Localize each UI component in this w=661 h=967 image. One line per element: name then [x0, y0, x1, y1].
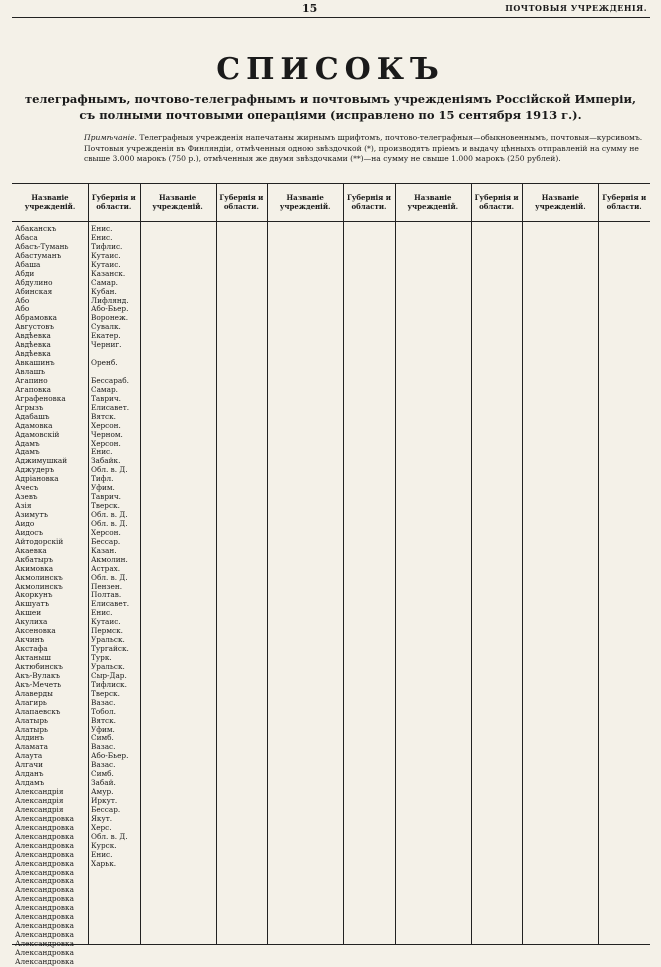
list-item: Вятск. [91, 412, 116, 421]
column-divider [522, 184, 523, 944]
list-item: Азія [15, 502, 32, 511]
list-item: Вазас. [91, 743, 116, 752]
list-item: Таврич. [91, 394, 122, 403]
list-item: Бессар. [91, 805, 121, 814]
column-divider [88, 184, 89, 944]
list-item: Сыр-Дар. [91, 671, 127, 680]
list-item: Александровка [15, 823, 74, 832]
list-item: Забай. [91, 779, 116, 788]
list-item: Бессараб. [91, 376, 129, 385]
list-item: Акулиха [15, 618, 48, 627]
note-text: Телеграфныя учрежденія напечатаны жирнымъ шрифтомъ, почтово-телеграфныя—обыкновеннымъ, почтовыя—курсивомъ. Почтовыя учрежденія въ Финляндіи, отмѣченныя одною звѣздочкой (*), производятъ пріемъ и выдачу цѣнныхъ отправленій на сумму не свыше 3.000 марокъ (750 р.), отмѣченныя же двумя звѣздочками (**)—на сумму не свыше 1.000 марокъ (250 рублей). [84, 133, 643, 164]
list-item: Тверск. [91, 689, 120, 698]
list-item: Адабашъ [15, 412, 50, 421]
list-item: Авдѣевка [15, 332, 51, 341]
list-item: Енис. [91, 225, 113, 233]
list-item: Аидо [15, 519, 35, 528]
list-item: Херсон. [91, 439, 121, 448]
table-header-rule [12, 221, 650, 222]
list-item: Астрах. [91, 564, 121, 573]
list-item: Абаша [15, 260, 41, 269]
list-item: Акаевка [15, 546, 47, 555]
list-item: Або [15, 296, 30, 305]
list-item: Вазас. [91, 761, 116, 770]
list-item: Курск. [91, 841, 117, 850]
list-item: Авлашъ [15, 368, 46, 376]
list-item: Актаныш [15, 654, 51, 662]
list-item: Авдѣевка [15, 341, 51, 350]
list-item: Акстафа [15, 645, 48, 654]
list-item: Алдинъ [15, 734, 45, 743]
list-item: Адамъ [15, 448, 40, 457]
list-item: Обл. в. Д. [91, 466, 128, 475]
list-item: Алдамъ [15, 779, 45, 788]
list-item: Авдѣевка [15, 350, 51, 359]
list-item: Тифлис. [91, 242, 123, 251]
column-divider [343, 184, 344, 944]
list-item: Александровка [15, 957, 74, 966]
list-item: Акмолин. [91, 555, 128, 564]
list-item: Абасъ-Тумань [15, 242, 69, 251]
column-header-name: Названіе учрежденій. [24, 193, 76, 211]
list-item: Александровка [15, 814, 74, 823]
list-item: Акмолинскъ [15, 582, 63, 591]
list-item: Иркут. [91, 797, 118, 805]
list-item: Уральск. [91, 636, 125, 645]
list-item: Енис. [91, 850, 113, 859]
column-divider [140, 184, 141, 944]
list-item: Уфим. [91, 484, 115, 493]
list-item: Екатер. [91, 332, 121, 341]
list-item: Акъ-Вулакъ [15, 671, 61, 680]
running-title: ПОЧТОВЫЯ УЧРЕЖДЕНІЯ. [505, 3, 647, 13]
list-item: Або [15, 305, 30, 314]
column-header-province: Губернія и области. [347, 193, 391, 211]
list-item: Елисавет. [91, 403, 130, 412]
list-item: Адріановка [15, 475, 59, 484]
list-item: Абаса [15, 233, 38, 242]
list-item: Самар. [91, 278, 118, 287]
list-item: Бессар. [91, 537, 121, 546]
list-item: Обл. в. Д. [91, 511, 128, 519]
subtitle-line-2: съ полными почтовыми операціями (исправлено по 15 сентября 1913 г.). [79, 108, 582, 122]
list-item: Амур. [91, 788, 114, 797]
list-item: Елисавет. [91, 600, 130, 609]
list-item [91, 368, 138, 377]
list-item: Симб. [91, 734, 114, 743]
list-item: Кубан. [91, 287, 117, 296]
list-item: Херс. [91, 823, 112, 832]
list-item: Аламата [15, 743, 48, 752]
list-item: Азимутъ [15, 511, 49, 519]
list-item: Адамовка [15, 421, 53, 430]
list-item: Херсон. [91, 528, 121, 537]
list-item: Александрія [15, 788, 64, 797]
list-item: Казанск. [91, 269, 126, 278]
list-item: Або-Бьер. [91, 305, 129, 314]
list-item: Александровка [15, 940, 74, 948]
list-item: Кутаис. [91, 260, 121, 269]
list-item: Черном. [91, 430, 123, 439]
list-item: Аджудеръ [15, 466, 55, 475]
list-item: Алатырь [15, 716, 48, 725]
list-item: Алаута [15, 752, 43, 761]
list-item: Аксеновка [15, 627, 56, 636]
list-item: Алатырь [15, 725, 48, 734]
list-item: Самар. [91, 385, 118, 394]
provinces-column [91, 225, 138, 869]
list-item: Алгачи [15, 761, 44, 770]
list-item: Харьк. [91, 859, 117, 868]
list-item: Акчинъ [15, 636, 45, 645]
list-item: Адамовскій [15, 430, 60, 439]
list-item: Агапино [15, 376, 48, 385]
list-item: Абдулино [15, 278, 53, 287]
list-item: Тургайск. [91, 645, 129, 654]
list-item: Акшеи [15, 609, 42, 618]
list-item: Пермск. [91, 627, 123, 636]
note [84, 133, 644, 165]
list-item: Александровка [15, 832, 74, 841]
list-item: Абастуманъ [15, 251, 62, 260]
column-divider [216, 184, 217, 944]
list-item: Енис. [91, 609, 113, 618]
list-item: Аидосъ [15, 528, 44, 537]
list-item: Абди [15, 269, 35, 278]
column-divider [395, 184, 396, 944]
list-item: Александровка [15, 931, 74, 940]
list-item: Сувалк. [91, 323, 121, 332]
list-item: Августовъ [15, 323, 55, 332]
list-item: Алагирь [15, 698, 47, 707]
running-header [0, 2, 661, 16]
note-label: Примѣчаніе. [84, 133, 137, 142]
list-item: Вазас. [91, 698, 116, 707]
page-number: 15 [302, 2, 318, 15]
list-item: Аграфеновка [15, 394, 66, 403]
column-header-province: Губернія и области. [602, 193, 647, 211]
list-item: Енис. [91, 233, 113, 242]
list-item: Якут. [91, 814, 113, 823]
list-item: Алданъ [15, 770, 44, 779]
list-item: Александровка [15, 868, 74, 877]
list-item: Акоркунъ [15, 591, 53, 600]
column-header-province: Губернія и области. [91, 193, 136, 211]
list-item: Александровка [15, 859, 74, 868]
list-item: Александровка [15, 904, 74, 913]
list-item: Александровка [15, 877, 74, 886]
list-item: Александровка [15, 913, 74, 922]
list-item: Тобол. [91, 707, 117, 716]
list-item: Черниг. [91, 341, 122, 350]
list-item: Обл. в. Д. [91, 573, 128, 582]
list-item: Обл. в. Д. [91, 519, 128, 528]
list-item: Адамъ [15, 439, 40, 448]
list-item: Тифл. [91, 475, 114, 484]
list-item: Уфим. [91, 725, 115, 734]
list-item: Абаканскъ [15, 225, 57, 233]
list-item: Обл. в. Д. [91, 832, 128, 841]
column-divider [598, 184, 599, 944]
list-item: Александровка [15, 948, 74, 957]
list-item: Лифлянд. [91, 296, 129, 305]
list-item: Кутаис. [91, 251, 121, 260]
list-item: Або-Бьер. [91, 752, 129, 761]
list-item: Александрія [15, 805, 64, 814]
names-column [15, 225, 86, 967]
list-item: Алаверды [15, 689, 53, 698]
list-item: Оренб. [91, 359, 118, 368]
list-item: Авкашинъ [15, 359, 55, 368]
list-item: Александровка [15, 841, 74, 850]
list-item: Забайк. [91, 457, 121, 466]
list-item: Енис. [91, 448, 113, 457]
column-header-name: Названіе учрежденій. [407, 193, 459, 211]
institutions-table [12, 183, 650, 966]
column-header-name: Названіе учрежденій. [152, 193, 203, 211]
list-item: Айтодорскій [15, 537, 64, 546]
list-item: Турк. [91, 654, 112, 662]
list-item: Александровка [15, 886, 74, 895]
list-item: Азевъ [15, 493, 38, 502]
list-item: Симб. [91, 770, 114, 779]
list-item [91, 350, 138, 359]
list-item: Александровка [15, 922, 74, 931]
list-item: Акмолинскъ [15, 573, 63, 582]
list-item: Абрамовка [15, 314, 58, 323]
list-item: Александровка [15, 895, 74, 904]
column-divider [267, 184, 268, 944]
list-item: Акимовка [15, 564, 54, 573]
list-item: Абинская [15, 287, 53, 296]
list-item: Тверск. [91, 502, 120, 511]
column-header-province: Губернія и области. [474, 193, 519, 211]
column-divider [471, 184, 472, 944]
list-item: Александрія [15, 797, 64, 805]
list-item: Воронеж. [91, 314, 129, 323]
column-header-province: Губернія и области. [219, 193, 264, 211]
list-item: Херсон. [91, 421, 121, 430]
list-item: Тифлиск. [91, 680, 127, 689]
list-item: Таврич. [91, 493, 122, 502]
list-item: Вятск. [91, 716, 116, 725]
list-item: Пензен. [91, 582, 123, 591]
list-item: Акъ-Мечеть [15, 680, 62, 689]
list-item: Кутаис. [91, 618, 121, 627]
list-item: Аджимушкай [15, 457, 68, 466]
list-item: Акбатыръ [15, 555, 53, 564]
list-item: Александровка [15, 850, 74, 859]
list-item: Агрызъ [15, 403, 44, 412]
column-header-name: Названіе учрежденій. [535, 193, 586, 211]
list-item: Акшуатъ [15, 600, 50, 609]
list-item: Алапаевскъ [15, 707, 61, 716]
column-header-name: Названіе учрежденій. [279, 193, 331, 211]
page-title: СПИСОКЪ [216, 52, 445, 87]
list-item: Актюбинскъ [15, 662, 63, 671]
list-item: Уральск. [91, 662, 125, 671]
list-item: Агаповка [15, 385, 51, 394]
header-rule [12, 17, 650, 18]
list-item: Казан. [91, 546, 117, 555]
subtitle-line-1: телеграфнымъ, почтово-телеграфнымъ и почтовымъ учрежденіямъ Россійской Имперіи, [24, 92, 637, 106]
list-item: Полтав. [91, 591, 122, 600]
list-item: Ачесъ [15, 484, 39, 493]
